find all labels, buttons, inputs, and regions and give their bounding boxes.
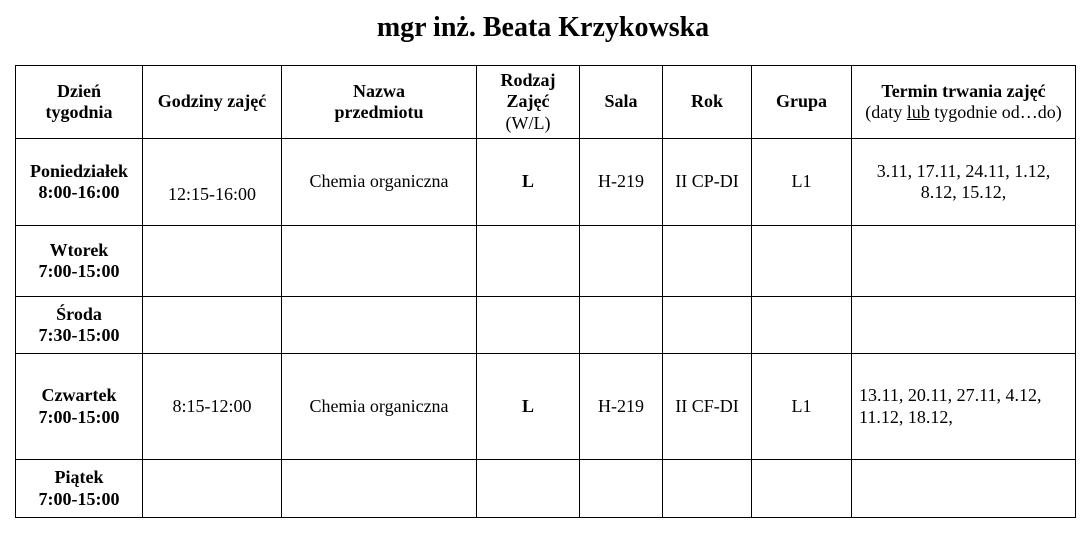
cell-class-hours — [143, 297, 282, 354]
col-header-group: Grupa — [752, 66, 852, 139]
table-row-friday — [16, 460, 1076, 518]
term-dates-line: 8.12, 15.12, — [920, 182, 1007, 202]
cell-year — [663, 460, 752, 518]
cell-class-hours: 8:15-12:00 — [143, 354, 282, 460]
header-line: Nazwa — [353, 80, 405, 101]
cell-class-type: L — [477, 139, 580, 226]
header-line: Rodzaj — [500, 70, 556, 91]
day-working-hours: 7:30-15:00 — [38, 325, 120, 345]
cell-room — [580, 297, 663, 354]
col-header-year: Rok — [663, 66, 752, 139]
header-line: Zajęć — [506, 91, 550, 112]
cell-group: L1 — [752, 354, 852, 460]
day-working-hours: 7:00-15:00 — [38, 406, 120, 427]
day-name: Poniedziałek — [30, 160, 128, 181]
cell-subject — [282, 297, 477, 354]
cell-term-dates — [852, 460, 1076, 518]
cell-subject — [282, 226, 477, 297]
cell-year: II CF-DI — [663, 354, 752, 460]
cell-term-dates — [852, 354, 1076, 460]
day-working-hours: 7:00-15:00 — [38, 488, 120, 509]
term-sub-underlined: lub — [906, 102, 930, 122]
table-row-wednesday — [16, 297, 1076, 354]
col-header-term — [852, 66, 1076, 139]
header-line: tygodnia — [45, 102, 113, 122]
col-header-day — [16, 66, 143, 139]
cell-room: H-219 — [580, 354, 663, 460]
cell-day — [16, 297, 143, 354]
cell-day — [16, 460, 143, 518]
cell-class-hours — [143, 226, 282, 297]
col-header-subject — [282, 66, 477, 139]
cell-class-hours — [143, 460, 282, 518]
cell-group — [752, 226, 852, 297]
cell-subject: Chemia organiczna — [282, 139, 477, 226]
header-row — [16, 66, 1076, 139]
table-row-thursday — [16, 354, 1076, 460]
col-header-hours: Godziny zajęć — [143, 66, 282, 139]
header-line: przedmiotu — [334, 102, 424, 122]
col-header-room: Sala — [580, 66, 663, 139]
cell-day — [16, 226, 143, 297]
cell-class-type — [477, 460, 580, 518]
table-row-tuesday — [16, 226, 1076, 297]
cell-term-dates — [852, 297, 1076, 354]
header-line: Termin trwania zajęć — [881, 80, 1046, 101]
day-name: Wtorek — [49, 239, 109, 260]
cell-day — [16, 354, 143, 460]
term-sub-prefix: (daty — [865, 102, 907, 122]
cell-subject — [282, 460, 477, 518]
term-dates-line: 13.11, 20.11, 27.11, 4.12, — [859, 385, 1042, 406]
term-dates-line: 11.12, 18.12, — [859, 406, 953, 427]
cell-room — [580, 226, 663, 297]
day-name: Czwartek — [41, 385, 117, 406]
cell-year — [663, 297, 752, 354]
col-header-type — [477, 66, 580, 139]
cell-group — [752, 297, 852, 354]
cell-group — [752, 460, 852, 518]
header-subline: (W/L) — [505, 112, 551, 133]
cell-group: L1 — [752, 139, 852, 226]
cell-year — [663, 226, 752, 297]
cell-room: H-219 — [580, 139, 663, 226]
day-working-hours: 8:00-16:00 — [38, 182, 120, 202]
cell-year: II CP-DI — [663, 139, 752, 226]
term-sub-suffix: tygodnie od…do) — [929, 102, 1062, 122]
day-working-hours: 7:00-15:00 — [38, 261, 120, 281]
cell-class-type: L — [477, 354, 580, 460]
cell-term-dates — [852, 226, 1076, 297]
cell-day — [16, 139, 143, 226]
cell-class-type — [477, 226, 580, 297]
cell-class-hours: 12:15-16:00 — [143, 139, 282, 226]
day-name: Środa — [56, 303, 102, 324]
header-line: Dzień — [57, 80, 101, 101]
term-dates-line: 3.11, 17.11, 24.11, 1.12, — [876, 160, 1051, 181]
schedule-table — [15, 65, 1076, 518]
cell-term-dates — [852, 139, 1076, 226]
header-subline — [856, 102, 1071, 123]
cell-room — [580, 460, 663, 518]
cell-class-type — [477, 297, 580, 354]
table-row-monday — [16, 139, 1076, 226]
day-name: Piątek — [54, 467, 104, 488]
cell-subject: Chemia organiczna — [282, 354, 477, 460]
page-title: mgr inż. Beata Krzykowska — [376, 12, 710, 43]
